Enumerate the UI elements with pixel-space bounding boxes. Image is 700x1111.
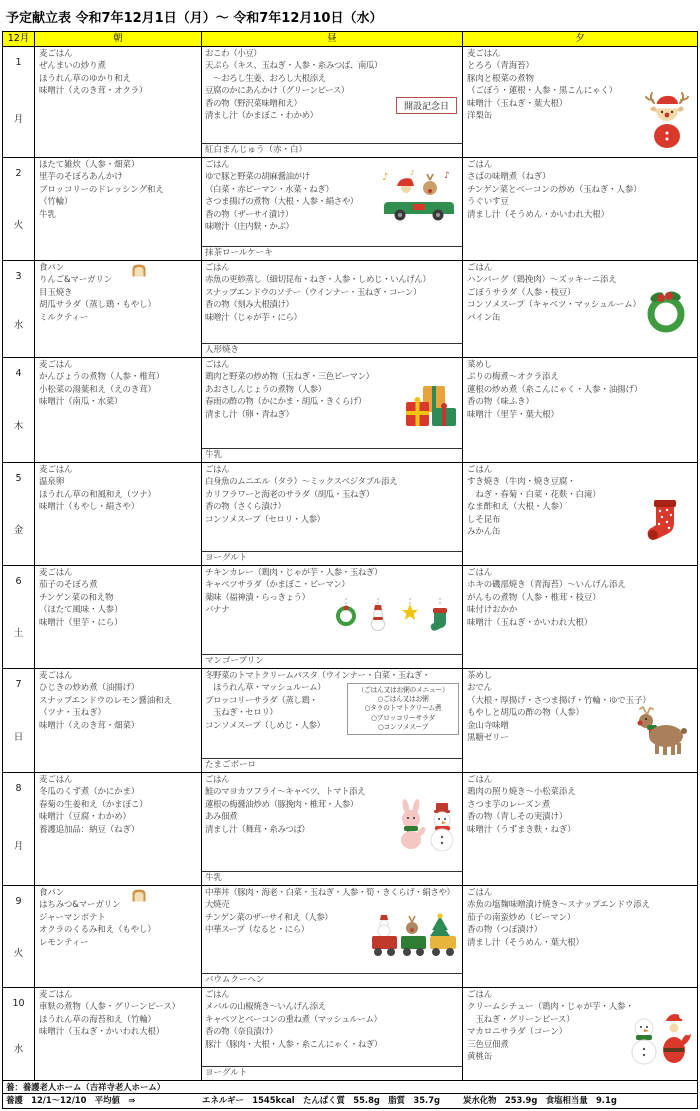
header-month: 12月: [3, 32, 35, 46]
menu-item: 鶏肉の照り焼き～小松菜添え: [467, 787, 576, 798]
menu-item: 春雨の酢の物（かにかま・胡瓜・きくらげ）: [205, 397, 367, 408]
day-row: [3, 261, 697, 358]
menu-item: 里芋のそぼろあんかけ: [39, 172, 123, 183]
menu-item: 香の物（味ふき）: [467, 397, 534, 408]
menu-item: 黒糖ゼリー: [467, 733, 509, 744]
menu-item: 黄桃缶: [467, 1052, 493, 1063]
lunch-main: [202, 463, 462, 551]
lunch-cell: [202, 988, 463, 1080]
breakfast-cell: [35, 47, 202, 157]
menu-item: 目玉焼き: [39, 287, 73, 298]
lunch-main: [202, 158, 462, 246]
day-row: [3, 773, 697, 886]
stats-label: 養護 12/1～12/10 平均値 ⇒: [6, 1095, 136, 1105]
menu-item: ごぼうサラダ（人参・枝豆）: [467, 287, 576, 298]
menu-item: 清まし汁（そうめん・かいわれ大根）: [467, 209, 609, 220]
menu-item: 麦ごはん: [39, 465, 73, 475]
menu-item: （ごぼう・蓮根・人参・黒こんにゃく）: [467, 86, 618, 97]
menu-item: 清まし汁（舞茸・糸みつば）: [205, 824, 310, 835]
lunch-dessert: バウムクーヘン: [202, 973, 462, 987]
lunch-main: [202, 261, 462, 343]
lunch-cell: [202, 566, 463, 668]
date-cell: [3, 773, 35, 885]
date-cell: [3, 988, 35, 1080]
menu-item: 車麩の煮物（人参・グリーンピース）: [39, 1002, 181, 1013]
weekday-label: 木: [13, 421, 24, 433]
lunch-cell: [202, 773, 463, 885]
day-number: 9: [15, 896, 22, 907]
menu-item: 大焼売: [205, 900, 230, 911]
christmas-garland-illustration: [332, 598, 454, 644]
menu-item: はちみつ&マーガリン: [39, 900, 121, 911]
menu-item: 味噌汁（南瓜・水菜）: [39, 397, 123, 408]
menu-item: 味噌汁（えのき茸・畑菜）: [39, 720, 140, 731]
menu-item: 香の物（刻み大根漬け）: [205, 300, 294, 311]
menu-item: ほうれん草の和風和え（ツナ）: [39, 489, 156, 500]
menu-item: 味噌汁（里芋・にら）: [39, 617, 123, 628]
date-cell: [3, 886, 35, 987]
menu-item: ○ごはん又はお粥: [377, 695, 429, 704]
day-row: [3, 158, 697, 261]
menu-item: 冬野菜のトマトクリームパスタ（ウインナー・白菜・玉ねぎ・: [205, 671, 430, 681]
menu-item: 菜めし: [467, 360, 493, 370]
dinner-cell: [463, 158, 697, 260]
header-dinner: 夕: [575, 33, 585, 44]
day-number: 4: [15, 368, 22, 379]
menu-item: 麦ごはん: [39, 671, 73, 681]
menu-item: スナップエンドウのレモン醤油和え: [39, 695, 172, 706]
menu-item: コンソメスープ（セロリ・人参）: [205, 514, 325, 525]
weekday-label: 火: [13, 947, 24, 959]
weekday-label: 火: [13, 220, 24, 232]
menu-item: ごはん: [467, 775, 493, 785]
menu-item: 鶏肉と野菜の炒め物（玉ねぎ・三色ピーマン）: [205, 372, 374, 383]
dinner-cell: [463, 566, 697, 668]
menu-item: 蓮根の梅醤油炒め（豚挽肉・椎茸・人参）: [205, 799, 358, 810]
svg-text:♪: ♪: [382, 172, 389, 183]
menu-item: 香の物（ザーサイ漬け）: [205, 209, 293, 220]
menu-item: ごはん: [205, 360, 230, 370]
weekday-label: 水: [13, 1044, 24, 1056]
menu-item: クリームシチュー（鶏肉・じゃが芋・人参・: [467, 1002, 634, 1013]
weekday-label: 水: [13, 319, 24, 331]
breakfast-cell: [35, 261, 202, 357]
menu-item: ぜんまいの炒り煮: [39, 61, 106, 72]
menu-item: 香の物（さくら漬け）: [205, 502, 286, 513]
menu-item: ごはん: [467, 568, 493, 578]
menu-item: 冬瓜のくず煮（かにかま）: [39, 787, 140, 798]
weekday-label: 土: [13, 628, 24, 640]
menu-item: 清まし汁（卵・青ねぎ）: [205, 409, 294, 420]
menu-item: 三色豆佃煮: [467, 1039, 509, 1050]
menu-item: もやしと胡瓜の酢の物（人参）: [467, 708, 584, 719]
menu-item: （ほたて風味・人参）: [39, 605, 123, 616]
nutrition-stats-row: [3, 1094, 697, 1108]
menu-item: 豚肉と根菜の煮物: [467, 73, 534, 84]
menu-item: マカロニサラダ（コーン）: [467, 1027, 567, 1038]
menu-item: 味噌汁（玉ねぎ・葉大根）: [467, 98, 568, 109]
menu-item: 茶めし: [467, 671, 493, 681]
day-row: [3, 988, 697, 1081]
lunch-dessert: 牛乳: [202, 871, 462, 885]
menu-item: チンゲン菜のザーサイ和え（人参）: [205, 912, 333, 923]
menu-item: ～おろし生姜、おろし大根添え: [205, 73, 326, 84]
menu-item: ○コンソメスープ: [377, 722, 429, 731]
day-number: 5: [15, 473, 22, 484]
menu-item: ブロッコリーサラダ（蒸し鶏・: [205, 695, 318, 706]
menu-item: ひじきの炒め煮（油揚げ）: [39, 683, 140, 694]
menu-item: 牛乳: [39, 209, 56, 220]
day-row: [3, 47, 697, 158]
menu-item: さばの味噌煮（ねぎ）: [467, 172, 551, 183]
menu-item: 豆腐のかにあんかけ（グリーンピース）: [205, 86, 349, 97]
bread-loaf-icon: [131, 888, 147, 903]
dinner-cell: [463, 886, 697, 987]
christmas-wreath-illustration: [643, 287, 689, 335]
lunch-cell: [202, 261, 463, 357]
menu-item: 中華スープ（なると・にら）: [205, 925, 309, 936]
menu-item: （ツナ・玉ねぎ）: [39, 708, 106, 719]
menu-item: とろろ（青海苔）: [467, 61, 534, 72]
stats-carb: 炭水化物 253.9g 食塩相当量 9.1g: [463, 1095, 617, 1105]
menu-item: 食パン: [39, 888, 65, 898]
day-row: [3, 886, 697, 988]
menu-item: ごはん: [205, 160, 230, 170]
lunch-dessert: ヨーグルト: [202, 1066, 462, 1080]
lunch-cell: [202, 158, 463, 260]
table-header-row: [3, 32, 697, 47]
menu-item: あおさしんじょうの煮物（人参）: [205, 384, 326, 395]
menu-item: ごはん: [205, 775, 230, 785]
lunch-main: [202, 773, 462, 871]
date-cell: [3, 261, 35, 357]
date-cell: [3, 47, 35, 157]
menu-item: みかん缶: [467, 527, 501, 538]
menu-item: チンゲン菜の和え物: [39, 592, 114, 603]
menu-item: ミルクティー: [39, 312, 89, 323]
reindeer-with-santa-hat-illustration: [645, 91, 689, 149]
day-row: [3, 463, 697, 566]
menu-item: 玉ねぎ・セロリ）: [205, 708, 278, 719]
menu-item: 鮭のマヨカツフライ～キャベツ、トマト添え: [205, 787, 366, 798]
dinner-cell: [463, 261, 697, 357]
rabbit-and-snowman-illustration: [394, 799, 458, 851]
menu-item: キャベツとベーコンの重ね煮（マッシュルーム）: [205, 1014, 382, 1025]
breakfast-cell: [35, 773, 202, 885]
svg-text:♪: ♪: [410, 169, 415, 177]
lunch-cell: [202, 47, 463, 157]
menu-item: 食パン: [39, 263, 65, 273]
dinner-cell: [463, 463, 697, 565]
gift-boxes-illustration: [404, 382, 458, 430]
menu-item: （大根・厚揚げ・さつま揚げ・竹輪・ゆで玉子）: [467, 695, 651, 706]
lunch-dessert: 牛乳: [202, 448, 462, 462]
date-cell: [3, 669, 35, 772]
lunch-dessert: マンゴープリン: [202, 654, 462, 668]
menu-item: さつま揚げの煮物（大根・人参・絹さや）: [205, 197, 358, 208]
menu-item: 味噌汁（もやし・絹さや）: [39, 502, 140, 513]
menu-table: [2, 31, 698, 1109]
menu-item: レモンティー: [39, 937, 89, 948]
menu-item: 清まし汁（そうめん・葉大根）: [467, 937, 584, 948]
date-cell: [3, 566, 35, 668]
day-number: 10: [12, 998, 25, 1009]
breakfast-cell: [35, 358, 202, 462]
menu-item: バナナ: [205, 605, 230, 616]
menu-item: 味噌汁（豆腐・わかめ）: [39, 812, 131, 823]
menu-item: ごはん: [467, 888, 493, 898]
menu-item: 香の物（青しその実漬け）: [467, 812, 568, 823]
menu-item: 温泉卵: [39, 477, 65, 488]
menu-item: チキンカレー（鶏肉・じゃが芋・人参・玉ねぎ）: [205, 568, 383, 578]
menu-item: ジャーマンポテト: [39, 912, 106, 923]
day-row: [3, 358, 697, 463]
menu-item: 小松菜の湯葉和え（えのき茸）: [39, 384, 156, 395]
menu-item: ごはん: [467, 160, 493, 170]
menu-item: おでん: [467, 683, 492, 694]
menu-item: 豚汁（豚肉・大根・人参・糸こんにゃく・ねぎ）: [205, 1039, 382, 1050]
menu-item: 味噌汁（玉ねぎ・かいわれ大根）: [467, 617, 593, 628]
menu-item: 清まし汁（かまぼこ・わかめ）: [205, 111, 318, 122]
menu-item: 蓮根の炒め煮（糸こんにゃく・人参・油揚げ）: [467, 384, 643, 395]
weekday-label: 金: [13, 525, 24, 537]
menu-item: 味噌汁（玉ねぎ・かいわれ大根）: [39, 1027, 165, 1038]
menu-item: 養護追加品：納豆（ねぎ）: [39, 824, 140, 835]
breakfast-cell: [35, 988, 202, 1080]
menu-item: ○タラのトマトクリーム煮: [364, 704, 442, 713]
lunch-main: [202, 886, 462, 973]
lunch-main: [202, 47, 462, 143]
menu-item: 香の物（野沢菜味噌和え）: [205, 98, 302, 109]
menu-item: 味付けおかか: [467, 605, 518, 616]
facility-note: 養：養護老人ホーム（吉祥寺老人ホーム）: [3, 1081, 697, 1094]
menu-item: ○ブロッコリーサラダ: [371, 713, 435, 722]
menu-item: 香の物（奈良漬け）: [205, 1027, 278, 1038]
day-row: [3, 566, 697, 669]
menu-item: チンゲン菜とベーコンの炒め（玉ねぎ・人参）: [467, 184, 642, 195]
menu-item: 赤魚の更紗蒸し（細切昆布・ねぎ・人参・しめじ・いんげん）: [205, 275, 431, 286]
menu-item: うぐいす豆: [467, 197, 509, 208]
menu-item: 赤魚の塩麹味噌漬け焼き～スナップエンドウ添え: [467, 900, 650, 911]
lunch-cell: [202, 669, 463, 772]
lunch-main: [202, 358, 462, 448]
menu-item: 白身魚のムニエル（タラ）～ミックスベジタブル添え: [205, 477, 398, 488]
menu-item: ほうれん草の海苔和え（竹輪）: [39, 1014, 156, 1025]
menu-item: ごはん: [205, 990, 230, 1000]
lunch-dessert: 抹茶ロールケーキ: [202, 246, 462, 260]
lunch-cell: [202, 886, 463, 987]
menu-item: ごはん: [467, 465, 493, 475]
alternative-menu-items: [349, 695, 457, 732]
menu-item: かんぴょうの煮物（人参・椎茸）: [39, 372, 165, 383]
lunch-dessert: 人形焼き: [202, 343, 462, 357]
menu-item: （白菜・赤ピーマン・水菜・ねぎ）: [205, 184, 334, 195]
menu-item: 茄子の南蛮炒め（ピーマン）: [467, 912, 576, 923]
reindeer-illustration: [633, 705, 689, 757]
weekday-label: 月: [13, 840, 24, 852]
day-number: 3: [15, 271, 22, 282]
menu-item: 麦ごはん: [39, 990, 73, 1000]
weekday-label: 月: [13, 113, 24, 125]
alternative-menu-box: [347, 683, 459, 735]
lunch-dessert: ヨーグルト: [202, 551, 462, 565]
menu-item: しそ昆布: [467, 514, 501, 525]
menu-item: がんもの煮物（人参・椎茸・枝豆）: [467, 592, 601, 603]
breakfast-cell: [35, 158, 202, 260]
menu-item: ごはん: [205, 465, 230, 475]
menu-item: おこわ（小豆）: [205, 49, 262, 59]
menu-item: 麦ごはん: [467, 49, 501, 59]
day-row: [3, 669, 697, 773]
menu-item: ねぎ・春菊・白菜・花麩・白滝）: [467, 489, 601, 500]
menu-item: ほうれん草・マッシュルーム）: [205, 683, 326, 694]
menu-item: 天ぷら（キス、玉ねぎ・人参・糸みつば、南瓜）: [205, 61, 383, 72]
menu-item: ホキの磯部焼き（青海苔）～いんげん添え: [467, 580, 626, 591]
anniversary-note: 開設記念日: [396, 97, 457, 114]
menu-item: ハンバーグ（鶏挽肉）～ズッキーニ添え: [467, 275, 617, 286]
menu-item: コンソメスープ（キャベツ・マッシュルーム）: [467, 300, 641, 311]
alternative-menu-title: （ごはん又はお粥のメニュー）: [357, 686, 449, 694]
menu-item: りんご&マーガリン: [39, 275, 113, 286]
date-cell: [3, 158, 35, 260]
day-number: 7: [15, 679, 22, 690]
lunch-main: [202, 988, 462, 1066]
menu-item: 中華丼（豚肉・海老・白菜・玉ねぎ・人参・筍・きくらげ・絹さや）: [205, 888, 455, 898]
menu-item: 麦ごはん: [39, 49, 73, 59]
header-lunch: 昼: [202, 32, 463, 46]
menu-item: なま酢和え（大根・人参）: [467, 502, 568, 513]
menu-item: 金山寺味噌: [467, 720, 509, 731]
dinner-cell: [463, 358, 697, 462]
lunch-cell: [202, 358, 463, 462]
dinner-cell: [463, 47, 697, 157]
menu-item: カリフラワーと海老のサラダ（胡瓜・玉ねぎ）: [205, 489, 374, 500]
menu-item: 麦ごはん: [39, 568, 73, 578]
menu-item: ブロッコリーのドレッシング和え: [39, 184, 164, 195]
day-number: 1: [15, 57, 22, 68]
svg-text:♪: ♪: [444, 171, 450, 181]
menu-item: 胡瓜サラダ（蒸し鶏・もやし）: [39, 300, 156, 311]
breakfast-cell: [35, 669, 202, 772]
lunch-dessert: たまごボーロ: [202, 758, 462, 772]
menu-item: ほうれん草のゆかり和え: [39, 73, 131, 84]
menu-item: ゆで豚と野菜の胡麻醤油がけ: [205, 172, 310, 183]
weekday-label: 日: [13, 731, 24, 743]
menu-item: 味噌汁（じゃが芋・にら）: [205, 312, 302, 323]
menu-item: あみ佃煮: [205, 812, 238, 823]
menu-item: さつま芋のレーズン煮: [467, 799, 551, 810]
menu-item: 茄子のそぼろ煮: [39, 580, 98, 591]
lunch-dessert: 紅白まんじゅう（赤・白）: [202, 143, 462, 157]
breakfast-cell: [35, 886, 202, 987]
dinner-cell: [463, 669, 697, 772]
page-title: 予定献立表 令和7年12月1日（月）～ 令和7年12月10日（水）: [6, 11, 383, 26]
menu-item: 麦ごはん: [39, 775, 73, 785]
menu-item: すき焼き（牛肉・焼き豆腐・: [467, 477, 576, 488]
day-number: 8: [15, 783, 22, 794]
menu-item: キャベツサラダ（かまぼこ・ピーマン）: [205, 580, 350, 591]
menu-item: 玉ねぎ・グリーンピース）: [467, 1014, 575, 1025]
dinner-cell: [463, 988, 697, 1080]
menu-item: 洋梨缶: [467, 111, 493, 122]
day-number: 6: [15, 576, 22, 587]
day-number: 2: [15, 168, 22, 179]
christmas-stocking-illustration: [645, 497, 683, 547]
date-cell: [3, 358, 35, 462]
header-breakfast: 朝: [35, 32, 202, 46]
menu-item: 味噌汁（えのき茸・オクラ）: [39, 86, 148, 97]
christmas-train-illustration: [370, 912, 458, 958]
menu-item: コンソメスープ（しめじ・人参）: [205, 720, 325, 731]
dinner-cell: [463, 773, 697, 885]
bread-loaf-icon: [131, 263, 147, 278]
menu-item: スナップエンドウのソテー（ウインナー・玉ねぎ・コーン）: [205, 287, 421, 298]
snowman-and-santa-illustration: [627, 1010, 693, 1066]
menu-item: ごはん: [205, 263, 230, 273]
stats-energy: エネルギー 1545kcal たんぱく質 55.8g 脂質 35.7g: [202, 1095, 441, 1105]
menu-item: ごはん: [467, 263, 493, 273]
breakfast-cell: [35, 463, 202, 565]
lunch-cell: [202, 463, 463, 565]
menu-item: メバルの山椒焼き～いんげん添え: [205, 1002, 326, 1013]
menu-item: ぶりの梅煮～オクラ添え: [467, 372, 559, 383]
menu-item: 味噌汁（庄内麩・かぶ）: [205, 222, 294, 233]
menu-item: 味噌汁（うずまき麩・ねぎ）: [467, 824, 576, 835]
menu-item: 味噌汁（里芋・葉大根）: [467, 409, 559, 420]
santa-reindeer-car-illustration: [380, 168, 460, 222]
menu-item: 薬味（福神漬・らっきょう）: [205, 592, 310, 603]
breakfast-cell: [35, 566, 202, 668]
menu-item: （竹輪）: [39, 197, 73, 208]
menu-item: パイン缶: [467, 312, 501, 323]
lunch-main: [202, 669, 462, 758]
menu-item: オクラのくるみ和え（もやし）: [39, 925, 156, 936]
menu-item: ごはん: [467, 990, 493, 1000]
lunch-main: [202, 566, 462, 654]
menu-item: ほたて雑炊（人参・畑菜）: [39, 160, 140, 170]
date-cell: [3, 463, 35, 565]
menu-item: 春菊の生姜和え（かまぼこ）: [39, 799, 148, 810]
menu-item: 麦ごはん: [39, 360, 73, 370]
menu-item: 香の物（つぼ漬け）: [467, 925, 543, 936]
